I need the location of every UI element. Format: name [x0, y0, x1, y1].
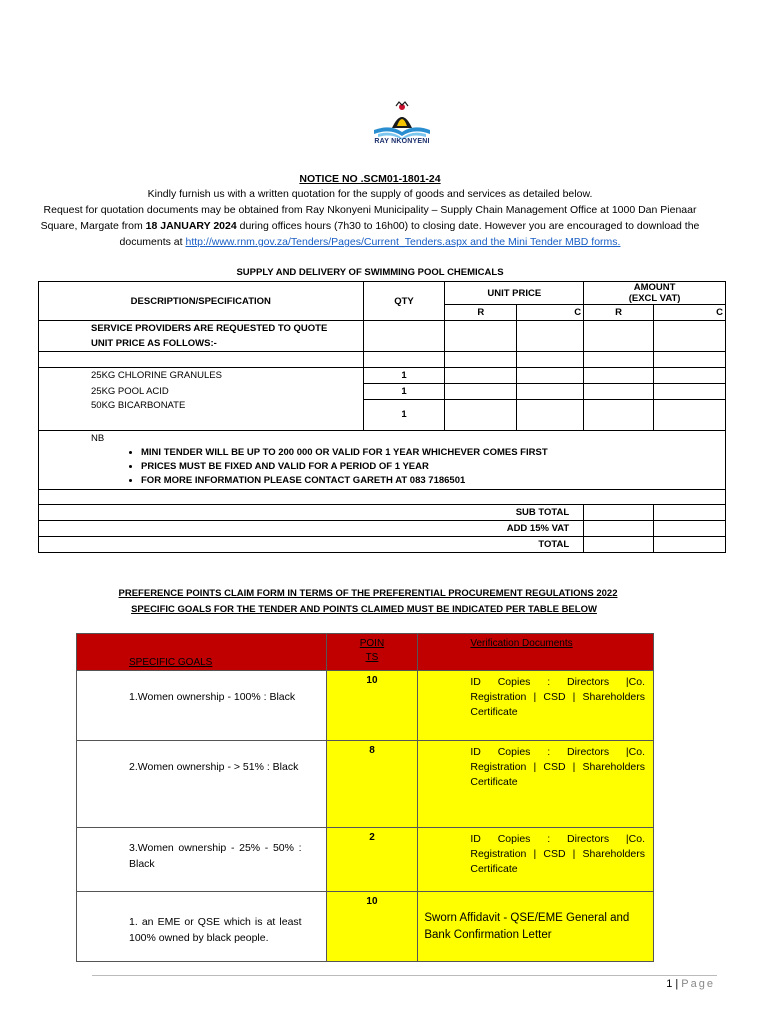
points-cell: 8	[326, 741, 418, 828]
intro-line-2: Request for quotation documents may be obtained from Ray Nkonyeni Municipality – Supply Chain Management Office at 1000 Dan Pienaar	[43, 204, 697, 216]
nb-point: • FOR MORE INFORMATION PLEASE CONTACT GARETH AT 083 7186501	[141, 475, 723, 486]
goal-cell: 1. an EME or QSE which is at least 100% owned by black people.	[77, 892, 327, 962]
col-points-line-2: TS	[365, 652, 379, 663]
vat-r	[584, 520, 654, 536]
verification-cell: ID Copies : Directors |Co. Registration | CSD | Shareholders Certificate	[418, 741, 654, 828]
notice-title: NOTICE NO .SCM01-1801-24	[299, 173, 441, 185]
intro-line-1: Kindly furnish us with a written quotation for the supply of goods and services as detailed below.	[147, 188, 593, 200]
item-qty: 1	[363, 400, 445, 431]
col-verification-label: Verification Documents	[470, 638, 573, 649]
unit-price-c: C	[517, 305, 584, 321]
intro-line-4	[0, 236, 740, 248]
intro-line-3-start: Square, Margate from	[40, 220, 146, 232]
sub-total-c	[654, 504, 726, 520]
nb-list	[91, 447, 723, 486]
unit-price-r: R	[445, 305, 517, 321]
item-qty: 1	[363, 384, 445, 400]
col-unit-price: UNIT PRICE	[445, 282, 584, 305]
col-amount	[584, 282, 726, 305]
col-points-line-1: POIN	[359, 638, 385, 649]
nb-point: • MINI TENDER WILL BE UP TO 200 000 OR VALID FOR 1 YEAR WHICHEVER COMES FIRST	[141, 447, 723, 458]
verification-cell: ID Copies : Directors |Co. Registration | CSD | Shareholders Certificate	[418, 671, 654, 741]
quotation-title: SUPPLY AND DELIVERY OF SWIMMING POOL CHEMICALS	[236, 267, 504, 278]
intro-line-4-start: documents at	[119, 236, 186, 248]
logo-text: RAY NKONYENI	[374, 138, 430, 145]
item-qty: 1	[363, 368, 445, 384]
vat-c	[654, 520, 726, 536]
item-desc: 25KG POOL ACID	[39, 384, 364, 400]
col-specific-goals	[77, 634, 327, 671]
quotation-table	[38, 281, 726, 553]
item-desc: 50KG BICARBONATE	[39, 400, 364, 431]
vat-label: ADD 15% VAT	[39, 520, 584, 536]
amount-c: C	[654, 305, 726, 321]
points-cell: 10	[326, 671, 418, 741]
verification-cell: Sworn Affidavit - QSE/EME General and Bank Confirmation Letter	[418, 892, 654, 962]
verification-cell: ID Copies : Directors |Co. Registration | CSD | Shareholders Certificate	[418, 828, 654, 892]
nb-block	[39, 430, 726, 489]
tenders-link[interactable]: http://www.rnm.gov.za/Tenders/Pages/Current_Tenders.aspx and the Mini Tender MBD forms.	[185, 236, 621, 248]
request-line-1: SERVICE PROVIDERS ARE REQUESTED TO QUOTE	[91, 323, 328, 334]
col-description: DESCRIPTION/SPECIFICATION	[39, 282, 364, 321]
points-cell: 2	[326, 828, 418, 892]
request-line-2: UNIT PRICE AS FOLLOWS:-	[91, 338, 217, 349]
sub-total-r	[584, 504, 654, 520]
col-qty: QTY	[363, 282, 445, 321]
total-c	[654, 536, 726, 552]
preference-title-2: SPECIFIC GOALS FOR THE TENDER AND POINTS CLAIMED MUST BE INDICATED PER TABLE BELOW	[131, 604, 597, 615]
specific-goals-table	[76, 633, 654, 962]
col-verification	[418, 634, 654, 671]
municipality-logo	[370, 100, 434, 158]
goal-cell: 3.Women ownership - 25% - 50% : Black	[77, 828, 327, 892]
opening-date: 18 JANUARY 2024	[145, 220, 237, 232]
intro-line-3	[0, 220, 740, 232]
page-separator: |	[672, 978, 682, 990]
goal-cell: 2.Women ownership - > 51% : Black	[77, 741, 327, 828]
amount-r: R	[584, 305, 654, 321]
points-cell: 10	[326, 892, 418, 962]
nb-point: • PRICES MUST BE FIXED AND VALID FOR A PERIOD OF 1 YEAR	[141, 461, 723, 472]
nb-label: NB	[91, 432, 105, 444]
page-number-value: 1	[666, 978, 673, 990]
col-amount-line-2: (EXCL VAT)	[628, 293, 681, 304]
sub-total-label: SUB TOTAL	[39, 504, 584, 520]
total-label: TOTAL	[39, 536, 584, 552]
preference-title-1: PREFERENCE POINTS CLAIM FORM IN TERMS OF THE PREFERENTIAL PROCUREMENT REGULATIONS 2022	[118, 588, 618, 599]
footer-divider	[92, 975, 717, 976]
col-points	[326, 634, 418, 671]
page-number	[600, 978, 715, 990]
total-r	[584, 536, 654, 552]
goal-cell: 1.Women ownership - 100% : Black	[77, 671, 327, 741]
request-cell	[39, 321, 364, 352]
col-amount-line-1: AMOUNT	[633, 282, 676, 293]
item-desc: 25KG CHLORINE GRANULES	[39, 368, 364, 384]
intro-line-3-end: during offices hours (7h30 to 16h00) to closing date. However you are encouraged to download the	[236, 220, 700, 232]
page-word: Page	[681, 978, 715, 990]
col-specific-goals-label: SPECIFIC GOALS	[129, 657, 213, 668]
